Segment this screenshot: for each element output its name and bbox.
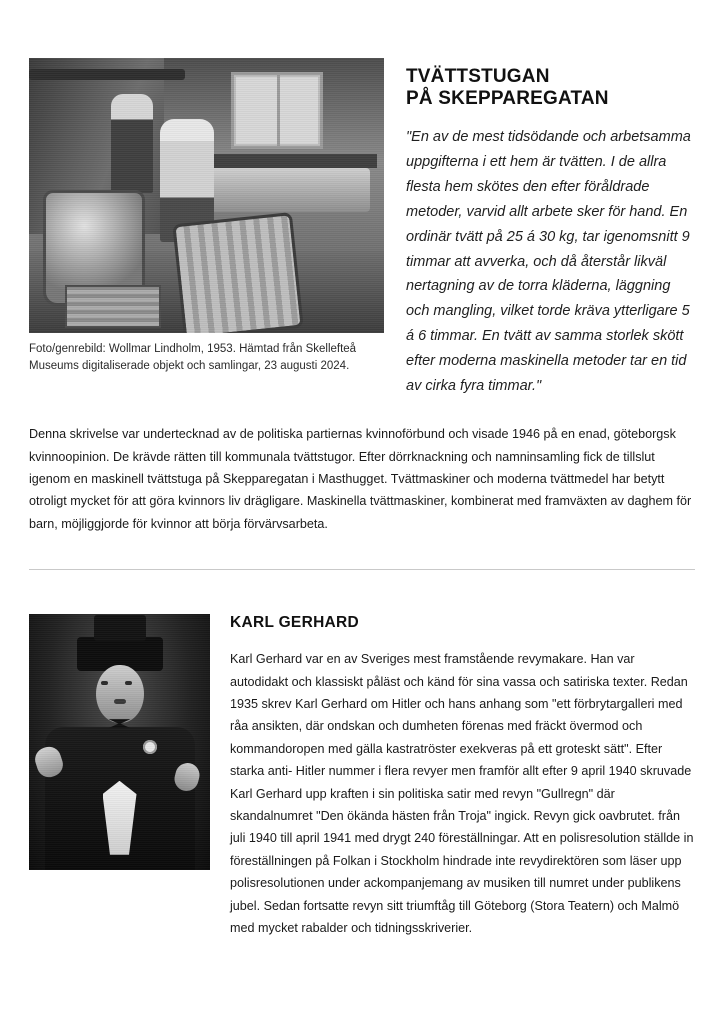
laundry-image-block: [29, 58, 384, 376]
laundry-body-text: Denna skrivelse var undertecknad av de politiska partiernas kvinnoförbund och visade 1946 på en enad, göteborgsk kvinnoopinion. De krävde rätten till kommunala tvättstugor. Efter dörrknackning och namninsamling fick de tillslut igenom en maskinell tvättstuga på Skepparegatan i Masthugget. Tvättmaskiner och moderna tvättmedel har betytt otroligt mycket för att göra kvinnors liv drägligare. Maskinella tvättmaskiner, kombinerat med framväxten av daghem för barn, möjliggjorde för kvinnor att börja förvärvsarbeta.: [29, 427, 692, 531]
karl-gerhard-portrait: [29, 614, 210, 870]
photo-grain-overlay: [29, 58, 384, 333]
karl-gerhard-body-text: Karl Gerhard var en av Sveriges mest framstående revymakare. Han var autodidakt och klassiskt påläst och känd för sina vassa och satiriska texter. Redan 1935 skrev Karl Gerhard om Hitler och hans anhang som "ett förbrytargalleri med råa ansikten, där ondskan och dumheten förenas med fräckt övermod och kommandoropen med gälla kastratröster exekveras på ett groteskt sätt". Efter starka anti- Hitler nummer i flera revyer men framför allt efter 9 april 1940 skruvade Karl Gerhard upp kraften i sin politiska satir med revyn "Gullregn" där skandalnumret "Den ökända hästen från Troja" ingick. Revyn gick oavbrutet. från juli 1940 till april 1941 med drygt 240 föreställningar. Att en polisresolution ställde in föreställningen på Folkan i Stockholm hindrade inte revydirektören som läser upp polisresolutionen under ackompanjemang av musiken till numret under publikens jubel. Sedan fortsatte revyn sitt triumftåg till Göteborg (Stora Teatern) och Malmö med mycket rabalder och tidningsskriverier.: [230, 652, 694, 936]
laundry-text-block: [384, 58, 695, 399]
section-laundry: [29, 58, 695, 570]
portrait-grain-overlay: [29, 614, 210, 870]
laundry-quote: "En av de mest tidsödande och arbetsamma uppgifterna i ett hem är tvätten. I de allra flesta hem skötes den efter föråldrade metoder, varvid allt arbete sker för hand. En ordinär tvätt på 25 á 30 kg, tar igenomsnitt 9 timmar att avverka, och då återstår likväl nertagning av de torra kläderna, läggning och mangling, vilket torde kräva ytterligare 5 á 6 timmar. En tvätt av samma storlek skött efter moderna maskinella metoder tar en tid av cirka fyra timmar.": [406, 128, 691, 395]
karl-gerhard-image-block: [29, 614, 210, 870]
laundry-image-caption: Foto/genrebild: Wollmar Lindholm, 1953. Hämtad från Skellefteå Museums digitaliserade objekt och samlingar, 23 augusti 2024.: [29, 343, 357, 373]
laundry-title-line1: TVÄTTSTUGAN: [406, 66, 550, 87]
laundry-title: [406, 66, 695, 111]
laundry-room-photo: [29, 58, 384, 333]
section-divider: [29, 569, 695, 570]
karl-gerhard-text-block: [210, 614, 695, 952]
section-karl-gerhard: [29, 614, 695, 952]
laundry-title-line2: PÅ SKEPPAREGATAN: [406, 88, 609, 110]
karl-gerhard-title: KARL GERHARD: [230, 614, 360, 632]
section-laundry-top: [29, 58, 695, 399]
